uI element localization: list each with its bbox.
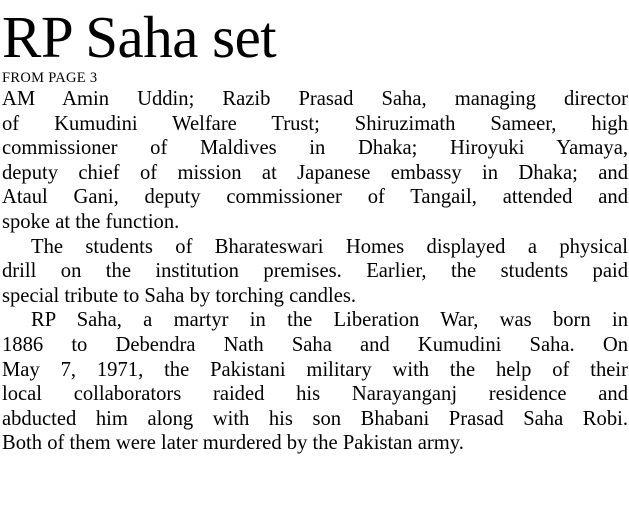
text-line: 1886 to Debendra Nath Saha and Kumudini Saha. On <box>2 333 628 356</box>
paragraph-2 <box>2 235 628 309</box>
text-line: special tribute to Saha by torching candles. <box>2 284 356 307</box>
text-line: Ataul Gani, deputy commissioner of Tangail, attended and <box>2 186 628 209</box>
paragraph-1 <box>2 87 628 235</box>
news-article <box>2 4 628 456</box>
text-line: May 7, 1971, the Pakistani military with the help of their <box>2 358 628 381</box>
headline: RP Saha set <box>2 4 277 70</box>
text-line: of Kumudini Welfare Trust; Shiruzimath Sameer, high <box>2 112 628 135</box>
paragraph-3 <box>2 308 628 456</box>
text-line: drill on the institution premises. Earlier, the students paid <box>2 260 628 283</box>
text-line: commissioner of Maldives in Dhaka; Hiroyuki Yamaya, <box>2 137 628 160</box>
text-line: abducted him along with his son Bhabani Prasad Saha Robi. <box>2 407 628 430</box>
text-line: deputy chief of mission at Japanese embassy in Dhaka; and <box>2 161 628 184</box>
jump-line: FROM PAGE 3 <box>2 70 98 86</box>
text-line: AM Amin Uddin; Razib Prasad Saha, managing director <box>2 88 628 110</box>
text-line: Both of them were later murdered by the Pakistan army. <box>2 432 464 455</box>
text-line: local collaborators raided his Narayanganj residence and <box>2 383 628 406</box>
text-line: The students of Bharateswari Homes displayed a physical <box>31 235 628 258</box>
text-line: RP Saha, a martyr in the Liberation War, was born in <box>31 309 628 332</box>
text-line: spoke at the function. <box>2 210 180 233</box>
